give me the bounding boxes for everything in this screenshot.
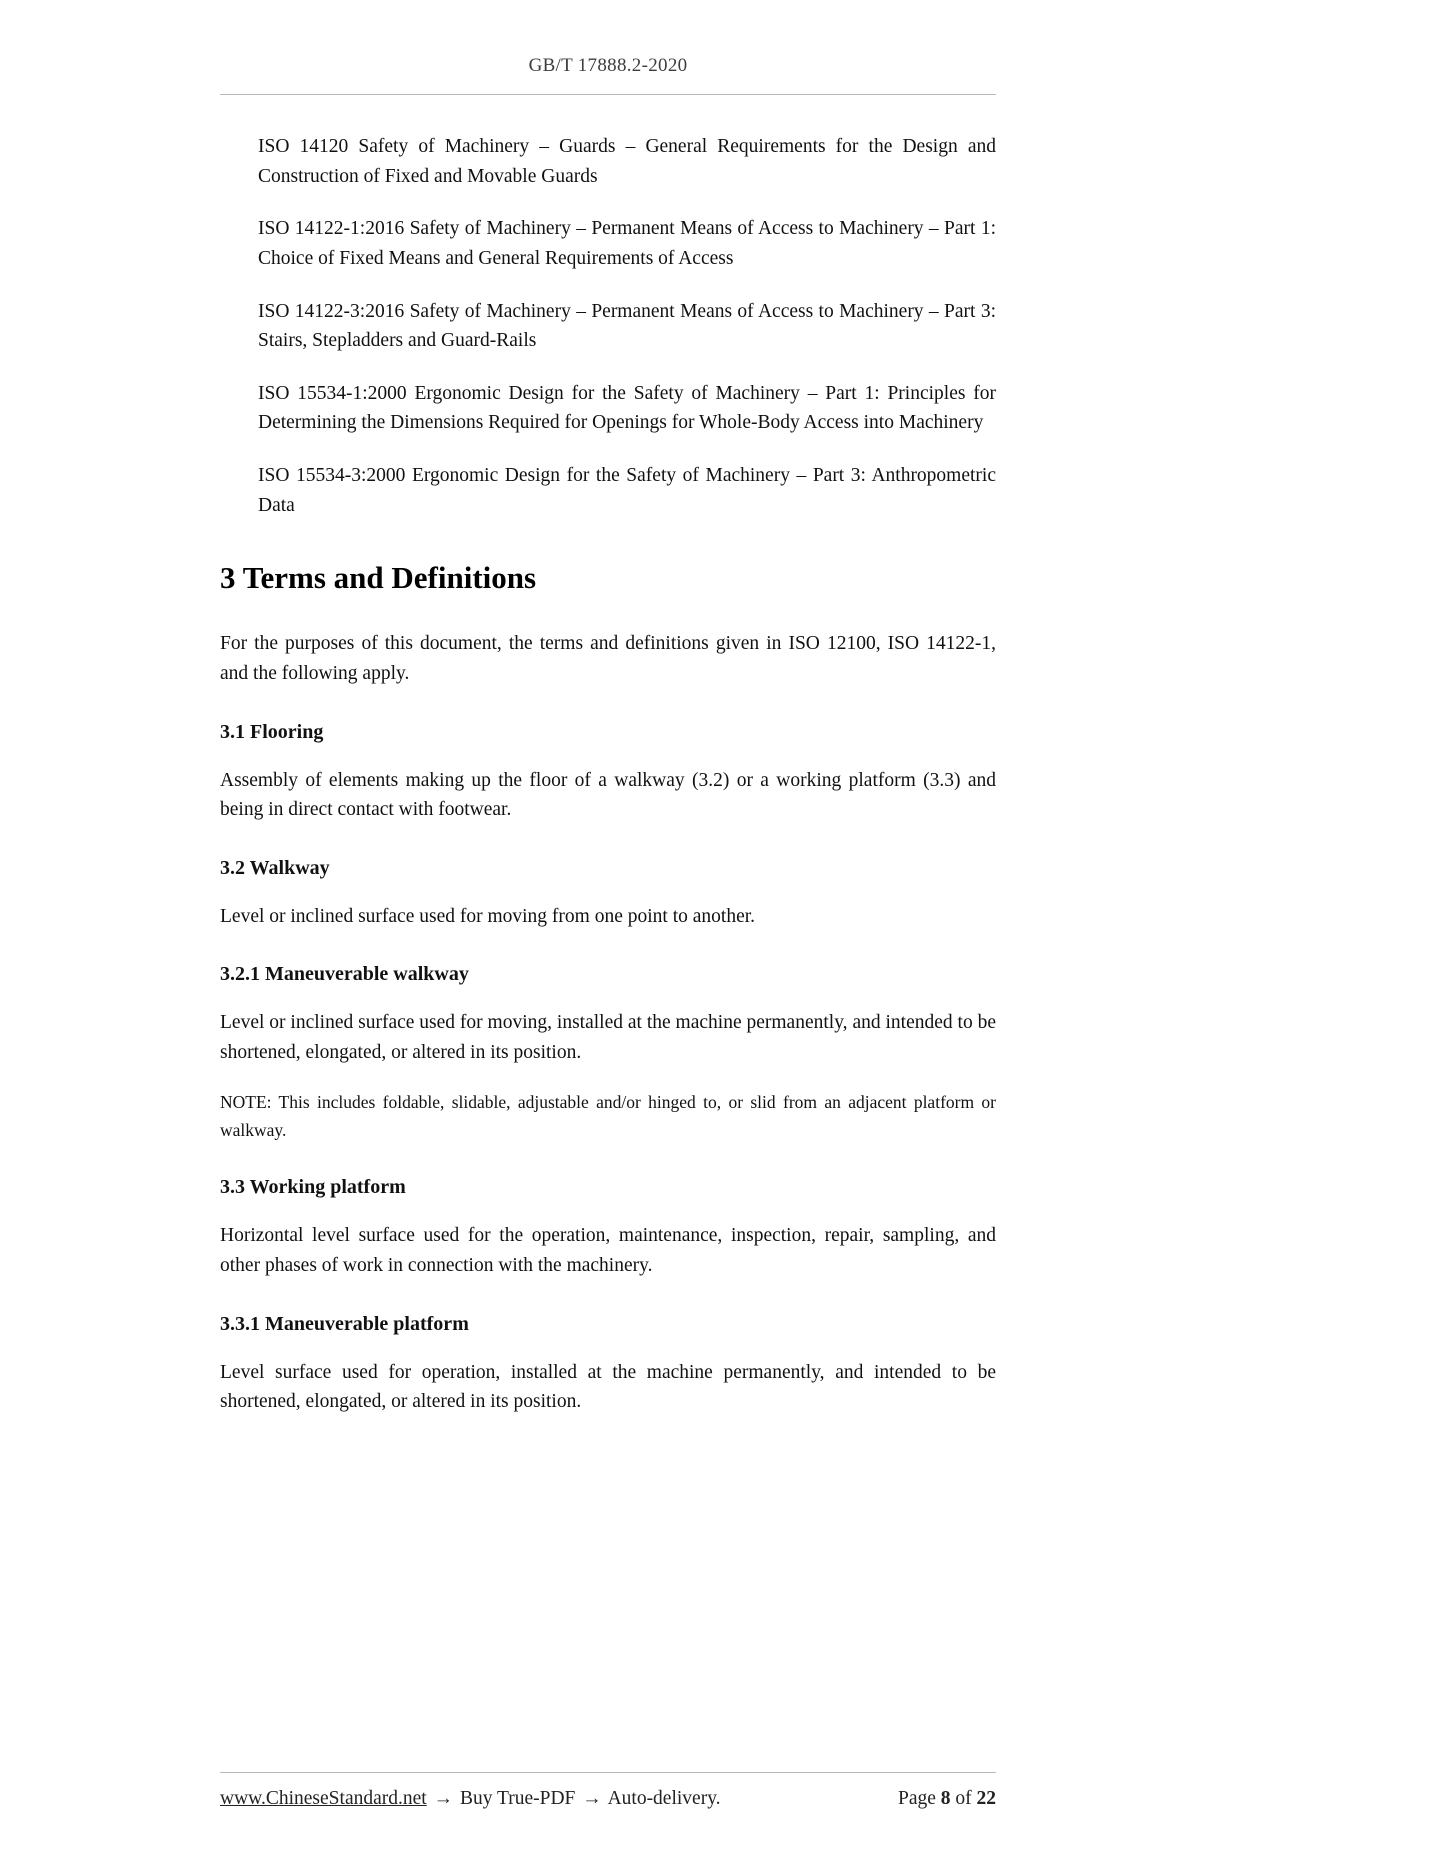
term-body-working-platform: Horizontal level surface used for the operation, maintenance, inspection, repair, sampling, and other phases of work in connection with the machinery. (220, 1225, 996, 1276)
term-heading-flooring: 3.1 Flooring (220, 720, 324, 743)
reference-paragraph: ISO 14122-3:2016 Safety of Machinery – Permanent Means of Access to Machinery – Part 3: Stairs, Stepladders and Guard-Rails (258, 300, 996, 352)
arrow-icon: → (433, 1788, 454, 1809)
reference-paragraph: ISO 15534-3:2000 Ergonomic Design for the Safety of Machinery – Part 3: Anthropometric Data (258, 465, 996, 516)
section-intro-paragraph: For the purposes of this document, the terms and definitions given in ISO 12100, ISO 14122-1, and the following apply. (220, 633, 996, 684)
term-body-walkway: Level or inclined surface used for moving from one point to another. (220, 905, 756, 927)
term-body-flooring: Assembly of elements making up the floor of a walkway (3.2) or a working platform (3.3) and being in direct contact with footwear. (220, 769, 996, 821)
arrow-icon: → (582, 1788, 602, 1809)
normative-references (220, 132, 996, 520)
page-footer (220, 1772, 996, 1810)
reference-paragraph: ISO 14120 Safety of Machinery – Guards – General Requirements for the Design and Construction of Fixed and Movable Guards (258, 136, 996, 187)
document-header (220, 55, 996, 95)
reference-paragraph: ISO 15534-1:2000 Ergonomic Design for the Safety of Machinery – Part 1: Principles for Determining the Dimensions Required for Openings for Whole-Body Access into Machinery (258, 382, 996, 434)
term-heading-maneuverable-platform: 3.3.1 Maneuverable platform (220, 1312, 469, 1335)
term-heading-walkway: 3.2 Walkway (220, 856, 330, 879)
section-heading: 3 Terms and Definitions (220, 560, 537, 596)
term-body-maneuverable-walkway: Level or inclined surface used for moving, installed at the machine permanently, and intended to be shortened, elongated, or altered in its position. (220, 1012, 996, 1063)
footer-source-line (220, 1788, 721, 1810)
page-number: 8 (940, 1788, 951, 1809)
page-total: 22 (976, 1788, 996, 1809)
term-body-maneuverable-platform: Level surface used for operation, installed at the machine permanently, and intended to be shortened, elongated, or altered in its position. (220, 1361, 996, 1413)
document-number: GB/T 17888.2-2020 (528, 55, 688, 76)
page-content (220, 55, 996, 1417)
term-heading-maneuverable-walkway: 3.2.1 Maneuverable walkway (220, 963, 469, 986)
page-indicator (898, 1788, 996, 1810)
page-of-label: of (955, 1788, 972, 1809)
term-heading-working-platform: 3.3 Working platform (220, 1176, 406, 1199)
footer-buy-label: Buy True-PDF (459, 1788, 576, 1809)
footer-delivery-label: Auto-delivery. (607, 1788, 721, 1809)
page-label: Page (897, 1788, 936, 1809)
term-note: NOTE: This includes foldable, slidable, adjustable and/or hinged to, or slid from an adjacent platform or walkway. (220, 1091, 996, 1140)
reference-paragraph: ISO 14122-1:2016 Safety of Machinery – Permanent Means of Access to Machinery – Part 1: Choice of Fixed Means and General Requirements of Access (258, 218, 996, 269)
website-link[interactable]: www.ChineseStandard.net (220, 1788, 427, 1809)
